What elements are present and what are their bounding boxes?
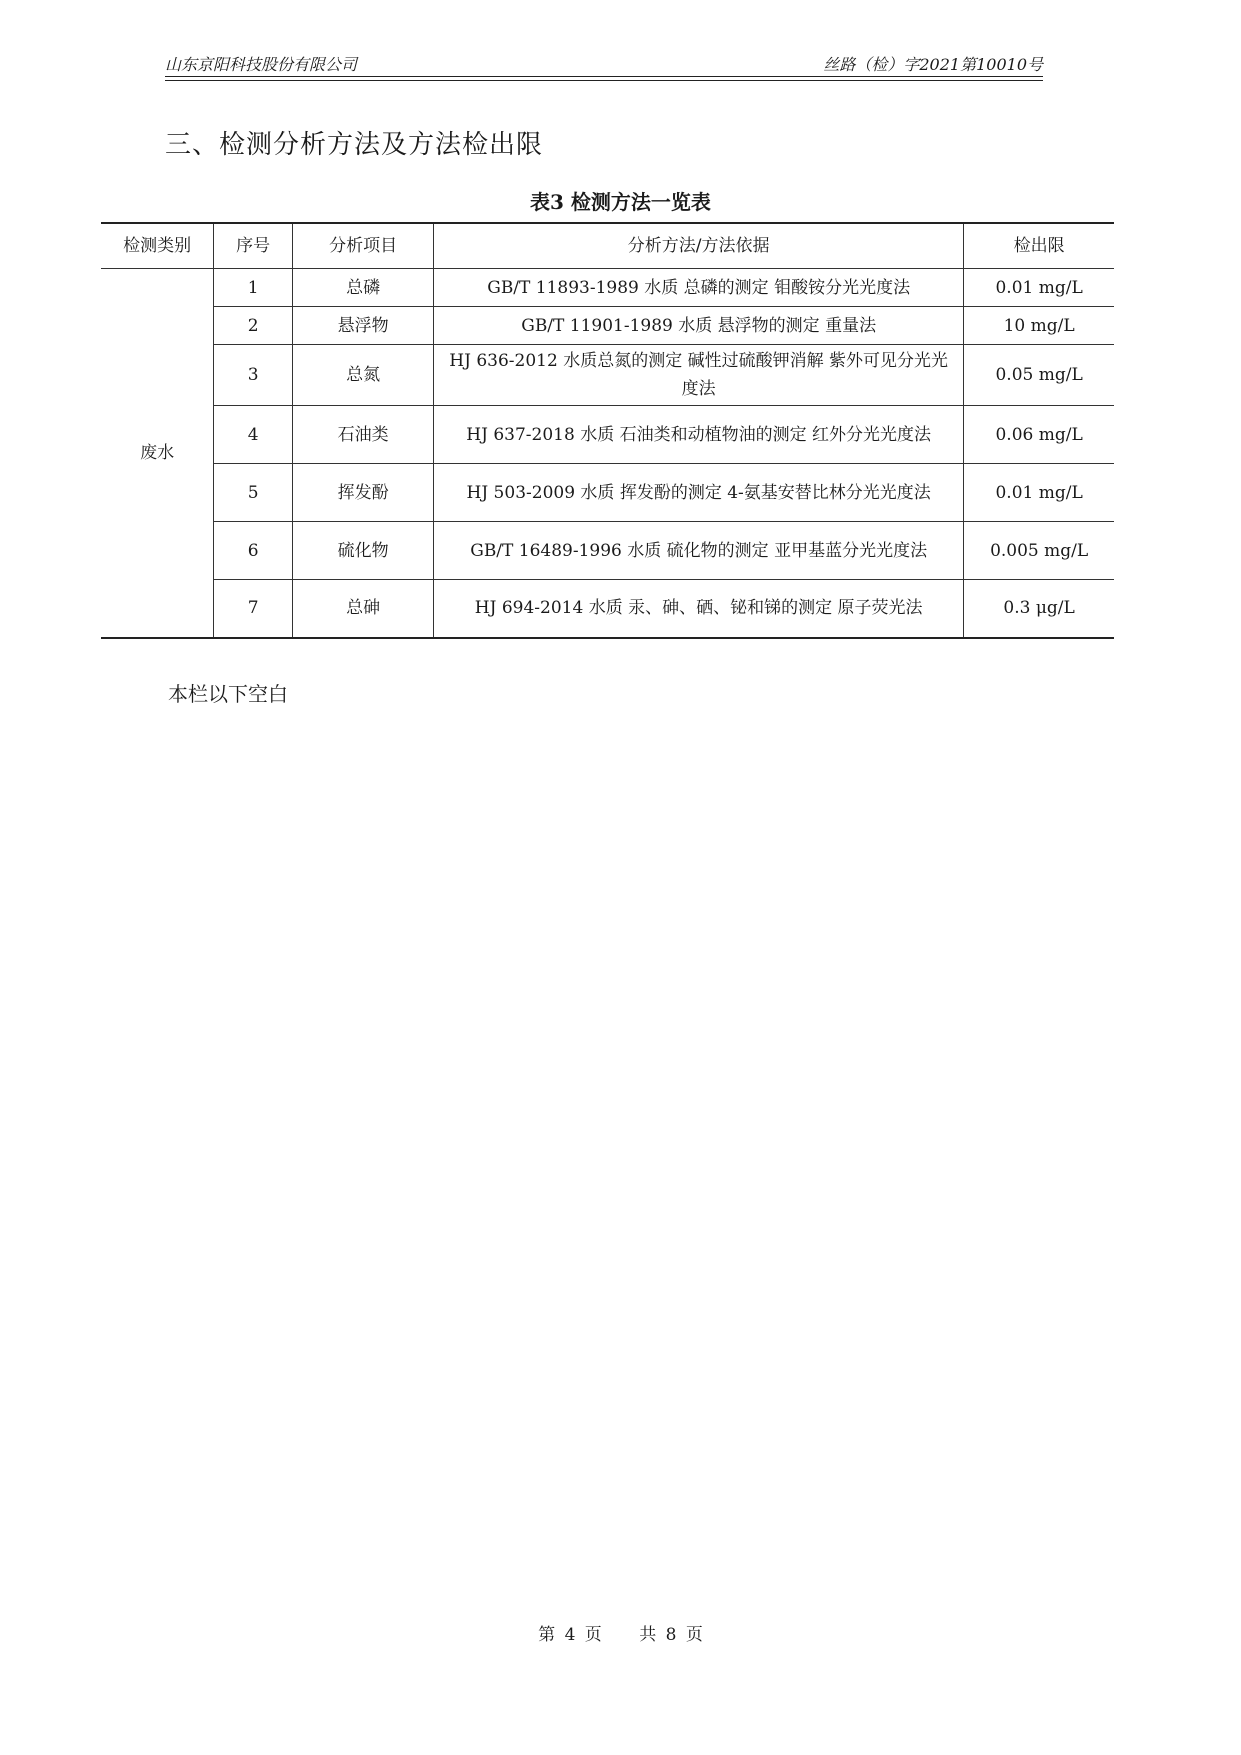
page-header: [165, 48, 1043, 80]
row-item: 悬浮物: [293, 307, 434, 345]
row-method: HJ 694-2014 水质 汞、砷、硒、铋和锑的测定 原子荧光法: [434, 580, 964, 638]
row-limit: 0.01 mg/L: [964, 464, 1114, 522]
row-number: 6: [214, 522, 293, 580]
row-limit: 0.005 mg/L: [964, 522, 1114, 580]
category-cell: 废水: [101, 269, 214, 638]
blank-below-note: 本栏以下空白: [168, 682, 288, 706]
row-number: 5: [214, 464, 293, 522]
section-title: 三、检测分析方法及方法检出限: [165, 130, 544, 160]
row-number: 3: [214, 345, 293, 406]
header-rule-thin: [165, 80, 1043, 81]
table-header-row: [101, 223, 1114, 269]
report-number: 丝路（检）字2021第10010号: [823, 55, 1043, 74]
column-header-method: 分析方法/方法依据: [434, 223, 964, 269]
row-item: 硫化物: [293, 522, 434, 580]
table-row: [101, 307, 1114, 345]
row-limit: 10 mg/L: [964, 307, 1114, 345]
table-row: [101, 580, 1114, 638]
row-limit: 0.01 mg/L: [964, 269, 1114, 307]
column-header-number: 序号: [214, 223, 293, 269]
company-name: 山东京阳科技股份有限公司: [165, 55, 358, 74]
row-method: GB/T 11893-1989 水质 总磷的测定 钼酸铵分光光度法: [434, 269, 964, 307]
table-row: [101, 464, 1114, 522]
row-limit: 0.06 mg/L: [964, 406, 1114, 464]
row-number: 4: [214, 406, 293, 464]
row-number: 7: [214, 580, 293, 638]
column-header-category: 检测类别: [101, 223, 214, 269]
column-header-item: 分析项目: [293, 223, 434, 269]
methods-table: [101, 222, 1114, 639]
row-number: 1: [214, 269, 293, 307]
row-limit: 0.3 μg/L: [964, 580, 1114, 638]
page-number: 第 4 页: [538, 1625, 602, 1645]
row-method: GB/T 16489-1996 水质 硫化物的测定 亚甲基蓝分光光度法: [434, 522, 964, 580]
row-method: HJ 637-2018 水质 石油类和动植物油的测定 红外分光光度法: [434, 406, 964, 464]
row-limit: 0.05 mg/L: [964, 345, 1114, 406]
table-caption: 表3 检测方法一览表: [530, 190, 711, 214]
row-item: 总砷: [293, 580, 434, 638]
row-method: GB/T 11901-1989 水质 悬浮物的测定 重量法: [434, 307, 964, 345]
column-header-limit: 检出限: [964, 223, 1114, 269]
page-footer: [0, 1620, 1241, 1645]
row-method: HJ 636-2012 水质总氮的测定 碱性过硫酸钾消解 紫外可见分光光度法: [434, 345, 964, 406]
row-item: 总氮: [293, 345, 434, 406]
methods-table-wrapper: [101, 222, 1114, 639]
row-method: HJ 503-2009 水质 挥发酚的测定 4-氨基安替比林分光光度法: [434, 464, 964, 522]
table-row: [101, 269, 1114, 307]
row-number: 2: [214, 307, 293, 345]
table-row: [101, 406, 1114, 464]
row-item: 总磷: [293, 269, 434, 307]
row-item: 挥发酚: [293, 464, 434, 522]
table-row: [101, 522, 1114, 580]
table-row: [101, 345, 1114, 406]
row-item: 石油类: [293, 406, 434, 464]
page-total: 共 8 页: [639, 1625, 703, 1645]
header-rule: [165, 76, 1043, 77]
